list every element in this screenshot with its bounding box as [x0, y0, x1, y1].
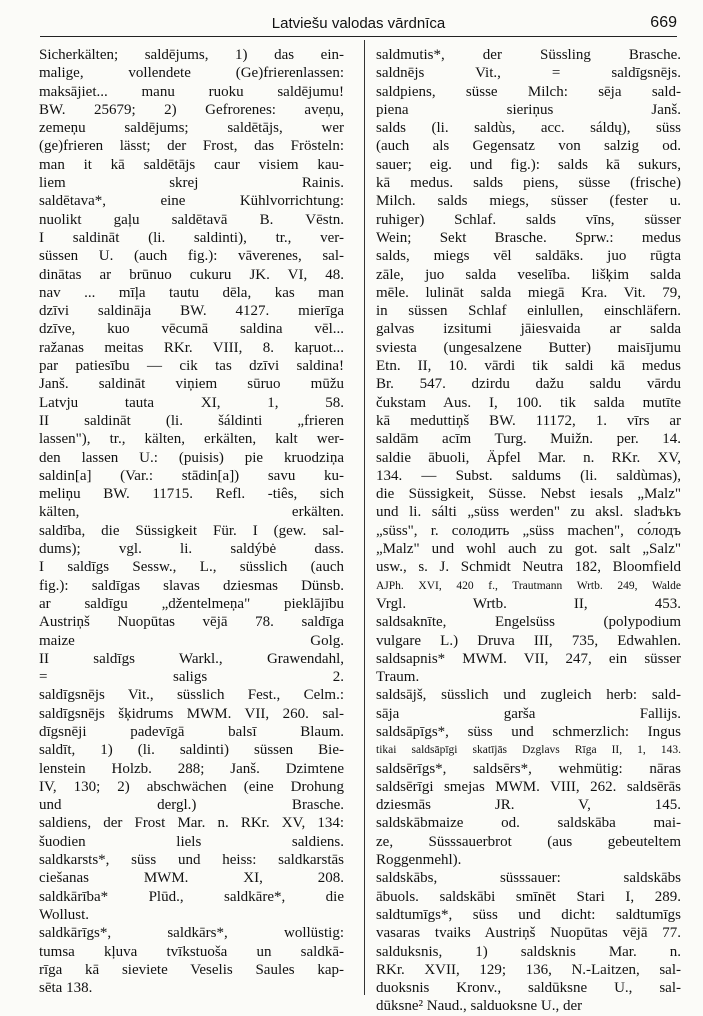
left-column-line: I saldīgs Sessw., L., süsslich (auch: [39, 559, 344, 576]
right-column-line: galvas izsitumi jāiesvaida ar salda: [376, 321, 681, 338]
right-column-line: čukstam Aus. I, 100. tik salda mutīte: [376, 394, 681, 411]
right-column-line: kā meduttiņš BW. 11172, 1. vīrs ar: [376, 412, 681, 429]
left-column-line: ražanas meitas RKr. VIII, 8. kaŗuot...: [39, 339, 344, 356]
right-column-line: ze, Süsssauerbrot (aus gebeuteltem: [376, 833, 681, 850]
right-column-line: salds (li. saldùs, acc. sáldų), süss: [376, 120, 681, 137]
right-column-line: ābuols. saldskābi smīnēt Stari I, 289.: [376, 888, 681, 905]
right-column-line: saldsērīgi smejas MWM. VIII, 262. saldsērās: [376, 778, 681, 795]
left-column-line: Wollust.: [39, 906, 90, 923]
left-column-line: süssen U. (auch fig.): vāverenes, sal-: [39, 248, 344, 265]
left-column-line: Sicherkälten; saldējums, 1) das ein-: [39, 47, 344, 63]
right-column-line: mēle. lulināt salda miegā Kra. Vit. 79,: [376, 284, 681, 301]
right-column-line: usw., s. J. Schmidt Neutra 182, Bloomfield: [376, 559, 681, 576]
left-column-line: saldkārīgs*, saldkārs*, wollüstig:: [39, 925, 344, 942]
left-column-line: par patiesību — cik tas dzīvi saldina!: [39, 358, 344, 375]
left-column-line: lenstein Holzb. 288; Janš. Dzimtene: [39, 760, 344, 777]
page-number: 669: [650, 14, 677, 31]
right-column-line: saldsērīgs*, saldsērs*, wehmütig: nāras: [376, 760, 681, 777]
right-column-line: die Süssigkeit, Süsse. Nebst iesals „Malz": [376, 486, 681, 503]
right-column: [376, 46, 681, 1016]
right-column-line: Milch. salds miegs, süsser (fester u.: [376, 193, 681, 210]
left-column-line: I saldināt (li. saldinti), tr., ver-: [39, 229, 344, 246]
right-column-line: tikai saldsāpīgi skatījās Dzglavs Rīga II, 1, 143.: [376, 744, 681, 757]
right-column-line: Wein; Sekt Brasche. Sprw.: medus: [376, 229, 681, 246]
right-column-line: saldie ābuoli, Äpfel Mar. n. RKr. XV,: [376, 449, 681, 466]
right-column-line: saldām acīm Turg. Muižn. per. 14.: [376, 431, 681, 448]
right-column-line: vasaras tvaiks Austriņš Nuopūtas vējā 77.: [376, 925, 681, 942]
left-column-line: saldkarsts*, süss und heiss: saldkarstās: [39, 852, 344, 869]
left-column-line: tumsa kļuva tvīkstuoša un saldkā-: [39, 943, 344, 960]
right-column-line: saldmutis*, der Süssling Brasche.: [376, 47, 681, 63]
left-column-line: BW. 25679; 2) Gefrorenes: aveņu,: [39, 101, 344, 118]
left-column-line: dinātas ar brūnuo cukuru JK. VI, 48.: [39, 266, 344, 283]
right-column-line: saldsāpīgs*, süss und schmerzlich: Ingus: [376, 723, 681, 740]
right-column-line: sviesta (ungesalzene Butter) maisījumu: [376, 339, 681, 356]
left-column-line: sēta 138.: [39, 980, 93, 997]
left-column-line: kälten, erkälten.: [39, 504, 344, 521]
right-column-line: vulgare L.) Druva III, 735, Edwahlen.: [376, 632, 681, 649]
right-column-line: saldnējs Vit., = saldīgsnējs.: [376, 65, 681, 82]
left-column-line: fig.): saldīgas slavas dziesmas Dünsb.: [39, 577, 344, 594]
left-column-line: nuolikt gaļu saldētavā B. Vēstn.: [39, 211, 344, 228]
right-column-line: piena sieriņus Janš.: [376, 101, 681, 118]
right-column-line: und li. sálti „süss werden" zu aksl. sladъkъ: [376, 504, 681, 521]
right-column-line: Traum.: [376, 669, 420, 686]
left-column-line: saldkārība* Plūd., saldkāre*, die: [39, 888, 344, 905]
right-column-line: Vrgl. Wrtb. II, 453.: [376, 595, 681, 612]
left-column-line: saldība, die Süssigkeit Für. I (gew. sal-: [39, 522, 344, 539]
left-column-line: man it kā saldētājs caur visiem kau-: [39, 156, 344, 173]
left-column-line: saldīgsnējs šķidrums MWM. VII, 260. sal-: [39, 705, 344, 722]
left-column-line: IV, 130; 2) abschwächen (eine Drohung: [39, 778, 344, 795]
left-column-line: saldētava*, eine Kühlvorrichtung:: [39, 193, 344, 210]
left-column-line: saldīgsnējs Vit., süsslich Fest., Celm.:: [39, 687, 344, 704]
left-column-line: malige, vollendete (Ge)frierenlassen:: [39, 65, 344, 82]
right-column-line: duoksnis Kronv., saldūksne U., sal-: [376, 980, 681, 997]
right-column-line: zāle, juo salda veselība. lišķim salda: [376, 266, 681, 283]
right-column-line: (auch als Gegensatz von salzig od.: [376, 138, 681, 155]
left-column-line: = saligs 2.: [39, 669, 344, 686]
right-column-line: saldsapnis* MWM. VII, 247, ein süsser: [376, 650, 681, 667]
left-column-line: II saldīgs Warkl., Grawendahl,: [39, 650, 344, 667]
left-column-line: den lassen U.: (puisis) pie kruodziņa: [39, 449, 344, 466]
left-column-line: dzīvi saldināja BW. 4127. mierīga: [39, 303, 344, 320]
right-column-line: ruhiger) Schlaf. salds vīns, süsser: [376, 211, 681, 228]
column-divider: [364, 40, 365, 995]
right-column-line: Etn. II, 10. vārdi tik saldi kā medus: [376, 358, 681, 375]
page-title: Latviešu valodas vārdnīca: [271, 15, 446, 32]
right-column-line: dūksne² Naud., salduoksne U., der: [376, 998, 583, 1015]
left-column-line: rīga kā sieviete Veselis Saules kap-: [39, 961, 344, 978]
left-column-line: ciešanas MWM. XI, 208.: [39, 870, 344, 887]
left-column-line: maksājiet... manu ruoku saldējumu!: [39, 83, 344, 100]
left-column: [39, 46, 344, 997]
right-column-line: „süss", r. солодить „süss machen", со́лодъ: [376, 522, 681, 539]
right-column-line: Br. 547. dzirdu dažu saldu vārdu: [376, 376, 681, 393]
left-column-line: saldīt, 1) (li. saldinti) süssen Bie-: [39, 742, 344, 759]
left-column-line: dzīve, kuo vēcumā saldina vēl...: [39, 321, 344, 338]
right-column-line: saldtumīgs*, süss und dicht: saldtumīgs: [376, 906, 681, 923]
right-column-line: saldpiens, süsse Milch: sēja sald-: [376, 83, 681, 100]
left-column-line: maize Golg.: [39, 632, 344, 649]
left-column-line: liem skrej Rainis.: [39, 175, 344, 192]
right-column-line: AJPh. XVI, 420 f., Trautmann Wrtb. 249, Walde: [376, 579, 681, 592]
right-column-line: Roggenmehl).: [376, 852, 462, 869]
left-column-line: saldiens, der Frost Mar. n. RKr. XV, 134:: [39, 815, 344, 832]
left-column-line: (ge)frieren lässt; der Frost, das Frösteln:: [39, 138, 344, 155]
left-column-line: lassen"), tr., kälten, erkälten, kalt wer-: [39, 431, 344, 448]
right-column-line: sauer; eig. und fig.): salds kā sukurs,: [376, 156, 681, 173]
left-column-line: nav ... mīļa tautu dēla, kas man: [39, 284, 344, 301]
right-column-line: sāja garša Fallijs.: [376, 705, 681, 722]
left-column-line: dums); vgl. li. saldýbė dass.: [39, 541, 344, 558]
right-column-line: „Malz" und wohl auch zu got. salt „Salz": [376, 541, 681, 558]
left-column-line: Janš. saldināt viņiem sūruo mūžu: [39, 376, 344, 393]
left-column-line: zemeņu saldējums; saldētājs, wer: [39, 120, 344, 137]
left-column-line: Latvju tauta XI, 1, 58.: [39, 394, 344, 411]
right-column-line: in süssen Schlaf einlullen, einschläfern.: [376, 303, 681, 320]
left-column-line: saldin[a] (Var.: stādin[a]) savu ku-: [39, 467, 344, 484]
right-column-line: dziesmās JR. V, 145.: [376, 797, 681, 814]
right-column-line: salds, miegs vēl saldāks. juo rūgta: [376, 248, 681, 265]
left-column-line: meliņu BW. 11715. Refl. -tiês, sich: [39, 486, 344, 503]
right-column-line: salduksnis, 1) saldsknis Mar. n.: [376, 943, 681, 960]
right-column-line: kā medus. salds piens, süsse (frische): [376, 175, 681, 192]
right-column-line: RKr. XVII, 129; 136, N.-Laitzen, sal-: [376, 961, 681, 978]
left-column-line: und dergl.) Brasche.: [39, 797, 344, 814]
right-column-line: saldskābs, süsssauer: saldskābs: [376, 870, 681, 887]
right-column-line: saldsaknīte, Engelsüss (polypodium: [376, 614, 681, 631]
right-column-line: saldskābmaize od. saldskāba mai-: [376, 815, 681, 832]
left-column-line: Austriņš Nuopūtas vējā 78. saldīga: [39, 614, 344, 631]
left-column-line: šuodien liels saldiens.: [39, 833, 344, 850]
right-column-line: saldsājš, süsslich und zugleich herb: sald-: [376, 687, 681, 704]
left-column-line: dīgsnēji padevīgā balsī Blaum.: [39, 723, 344, 740]
page-header: [40, 14, 677, 37]
right-column-line: 134. — Subst. saldums (li. saldùmas),: [376, 467, 681, 484]
left-column-line: ar saldīgu „džentelmeņa" pieklājību: [39, 595, 344, 612]
left-column-line: II saldināt (li. šáldinti „frieren: [39, 412, 344, 429]
